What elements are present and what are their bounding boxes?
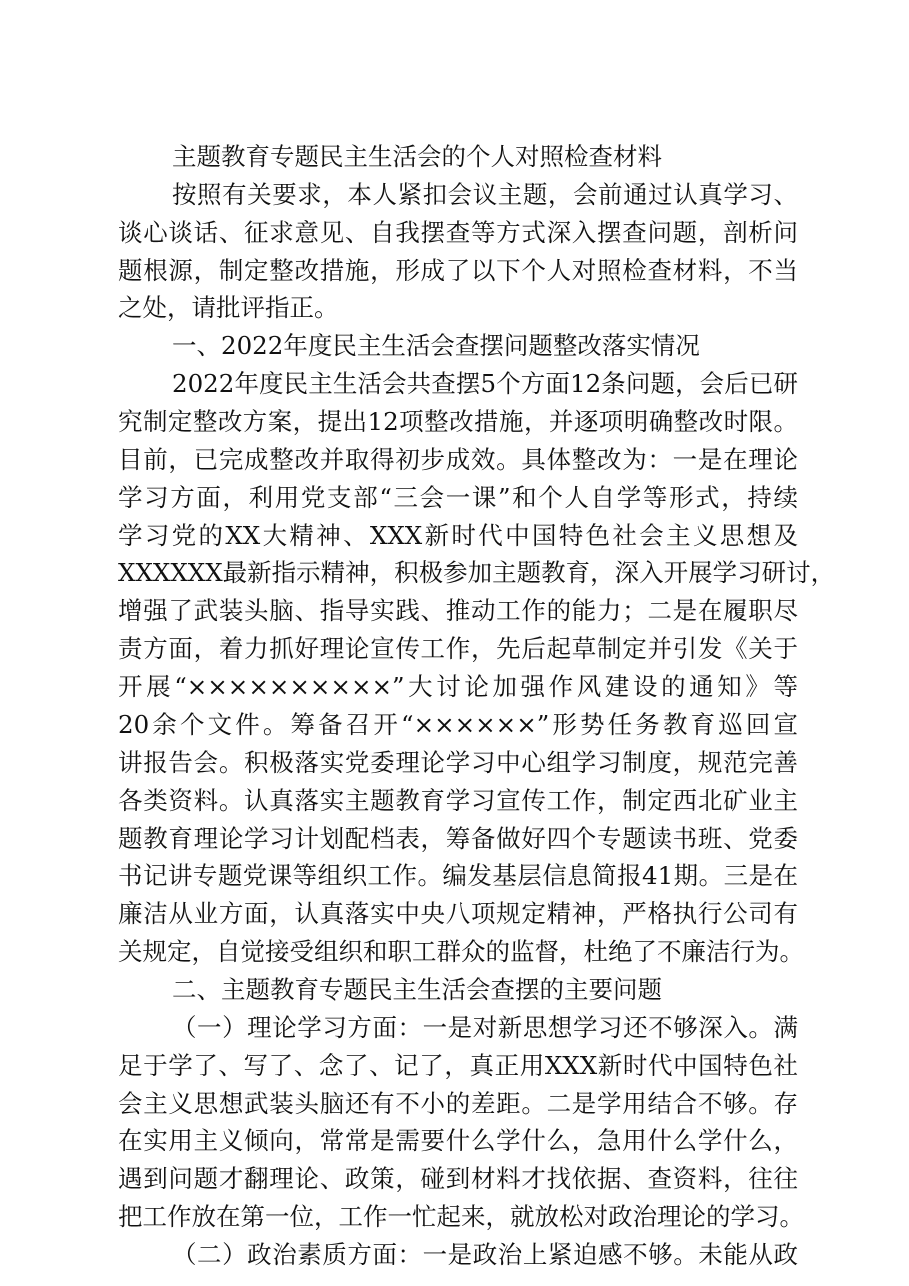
paragraph-line: （二）政治素质方面：一是政治上紧迫感不够。未能从政	[172, 1240, 798, 1269]
paragraph-line: 廉洁从业方面，认真落实中央八项规定精神，严格执行公司有	[118, 899, 798, 928]
paragraph-line: 会主义思想武装头脑还有不小的差距。二是学用结合不够。存	[118, 1089, 798, 1118]
paragraph-line: 足于学了、写了、念了、记了，真正用XXX新时代中国特色社	[118, 1051, 798, 1080]
paragraph-line: 把工作放在第一位，工作一忙起来，就放松对政治理论的学习。	[118, 1202, 804, 1231]
paragraph-line: 在实用主义倾向，常常是需要什么学什么，急用什么学什么，	[118, 1126, 798, 1155]
section-heading: 一、2022年度民主生活会查摆问题整改落实情况	[172, 331, 700, 360]
paragraph-line: XXXXXX最新指示精神，积极参加主题教育，深入开展学习研讨，	[118, 558, 836, 587]
paragraph-line: 讲报告会。积极落实党委理论学习中心组学习制度，规范完善	[118, 748, 798, 777]
paragraph-line: 题根源，制定整改措施，形成了以下个人对照检查材料，不当	[118, 256, 798, 285]
paragraph-line: 学习党的XX大精神、XXX新时代中国特色社会主义思想及	[118, 521, 798, 550]
paragraph-line: 按照有关要求，本人紧扣会议主题，会前通过认真学习、	[172, 180, 798, 209]
paragraph-line: 题教育理论学习计划配档表，筹备做好四个专题读书班、党委	[118, 824, 798, 853]
section-heading: 二、主题教育专题民主生活会查摆的主要问题	[172, 975, 662, 1004]
paragraph-line: 开展“××××××××××”大讨论加强作风建设的通知》等	[118, 672, 798, 701]
paragraph-line: 目前，已完成整改并取得初步成效。具体整改为：一是在理论	[118, 445, 798, 474]
paragraph-line: 遇到问题才翻理论、政策，碰到材料才找依据、查资料，往往	[118, 1164, 798, 1193]
paragraph-line: 20余个文件。筹备召开“××××××”形势任务教育巡回宣	[118, 710, 798, 739]
paragraph-line: 各类资料。认真落实主题教育学习宣传工作，制定西北矿业主	[118, 786, 798, 815]
paragraph-line: 书记讲专题党课等组织工作。编发基层信息简报41期。三是在	[118, 861, 798, 890]
paragraph-line: 究制定整改方案，提出12项整改措施，并逐项明确整改时限。	[118, 407, 798, 436]
paragraph-line: 增强了武装头脑、指导实践、推动工作的能力；二是在履职尽	[118, 596, 798, 625]
paragraph-line: 2022年度民主生活会共查摆5个方面12条问题，会后已研	[172, 369, 798, 398]
paragraph-line: 责方面，着力抓好理论宣传工作，先后起草制定并引发《关于	[118, 634, 798, 663]
paragraph-line: 学习方面，利用党支部“三会一课”和个人自学等形式，持续	[118, 483, 798, 512]
paragraph-line: 关规定，自觉接受组织和职工群众的监督，杜绝了不廉洁行为。	[118, 937, 804, 966]
paragraph-line: （一）理论学习方面：一是对新思想学习还不够深入。满	[172, 1013, 798, 1042]
paragraph-line: 之处，请批评指正。	[118, 293, 339, 322]
document-title: 主题教育专题民主生活会的个人对照检查材料	[172, 142, 662, 171]
paragraph-line: 谈心谈话、征求意见、自我摆查等方式深入摆查问题，剖析问	[118, 218, 798, 247]
